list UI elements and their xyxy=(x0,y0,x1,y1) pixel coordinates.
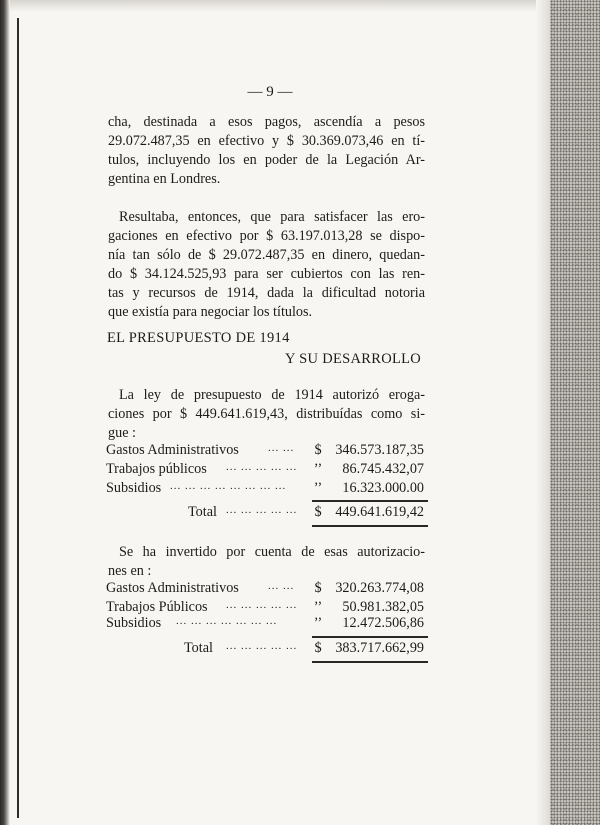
leader-dots: ... ... xyxy=(268,442,295,454)
table-row xyxy=(106,480,426,499)
currency-symbol: $ xyxy=(314,442,322,458)
row-amount: 320.263.774,08 xyxy=(335,580,424,596)
text-line: cha, destinada a esos pagos, ascendía a pesos xyxy=(108,114,425,130)
ditto-mark: ’’ xyxy=(313,461,323,477)
table-total-row xyxy=(106,504,426,523)
row-label: Gastos Administrativos xyxy=(106,580,239,596)
currency-symbol: $ xyxy=(314,640,322,656)
leader-dots: ... ... ... ... ... xyxy=(226,504,298,516)
table-row xyxy=(106,615,426,634)
text-line: nía tan sólo de $ 29.072.487,35 en dinero, quedan- xyxy=(108,247,425,263)
text-line: gaciones en efectivo por $ 63.197.013,28 se dispo- xyxy=(108,228,425,244)
total-amount: 449.641.619,42 xyxy=(335,504,424,520)
text-line: do $ 34.124.525,93 para ser cubiertos con las ren- xyxy=(108,266,425,282)
text-line: que existía para negociar los títulos. xyxy=(108,304,313,320)
scan-top-shadow xyxy=(0,0,600,12)
text-line: Se ha invertido por cuenta de esas autorizacio- xyxy=(119,544,425,560)
ditto-mark: ’’ xyxy=(313,599,323,615)
row-amount: 346.573.187,35 xyxy=(335,442,424,458)
row-amount: 12.472.506,86 xyxy=(342,615,424,631)
text-line: ciones por $ 449.641.619,43, distribuídas como si- xyxy=(108,406,425,422)
leader-dots: ... ... ... ... ... ... ... xyxy=(176,615,278,627)
text-line: Resultaba, entonces, que para satisfacer las ero- xyxy=(119,209,425,225)
text-line: La ley de presupuesto de 1914 autorizó eroga- xyxy=(119,387,425,403)
total-label: Total xyxy=(188,504,217,520)
row-amount: 16.323.000.00 xyxy=(342,480,424,496)
leader-dots: ... ... ... ... ... xyxy=(226,640,298,652)
total-label: Total xyxy=(184,640,213,656)
scan-right-shadow xyxy=(536,0,550,825)
paragraph-continuation xyxy=(108,113,425,189)
section-subheading: Y SU DESARROLLO xyxy=(285,351,422,367)
row-label: Subsidios xyxy=(106,615,162,631)
total-amount: 383.717.662,99 xyxy=(335,640,424,656)
text-line: nes en : xyxy=(108,563,152,579)
page-number: — 9 — xyxy=(247,84,293,100)
text-line: gue : xyxy=(108,425,136,441)
total-underline xyxy=(312,661,428,663)
row-label: Subsidios xyxy=(106,480,162,496)
scan-halftone-edge xyxy=(550,0,600,825)
invested-expenses-table xyxy=(106,580,426,659)
text-line: gentina en Londres. xyxy=(108,171,221,187)
authorized-expenses-table xyxy=(106,442,426,523)
leader-dots: ... ... xyxy=(268,580,295,592)
text-line: tulos, incluyendo los en poder de la Legación Ar- xyxy=(108,152,425,168)
table-row xyxy=(106,599,426,615)
text-line: tas y recursos de 1914, dada la dificultad notoria xyxy=(108,285,425,301)
text-line: 29.072.487,35 en efectivo y $ 30.369.073,46 en tí- xyxy=(108,133,425,149)
row-amount: 50.981.382,05 xyxy=(342,599,424,615)
currency-symbol: $ xyxy=(314,504,322,520)
ditto-mark: ’’ xyxy=(313,615,323,631)
ditto-mark: ’’ xyxy=(313,480,323,496)
paragraph-resultaba xyxy=(108,208,425,322)
paragraph-ley-presupuesto xyxy=(108,386,425,443)
paragraph-invertido xyxy=(108,543,425,581)
leader-dots: ... ... ... ... ... xyxy=(226,599,298,611)
scan-page-edge-line xyxy=(17,18,19,818)
total-rule xyxy=(312,636,428,638)
total-underline xyxy=(312,525,428,527)
table-total-row xyxy=(106,640,426,659)
table-row xyxy=(106,442,426,461)
row-label: Trabajos Públicos xyxy=(106,599,208,615)
leader-dots: ... ... ... ... ... xyxy=(226,461,298,473)
section-heading: EL PRESUPUESTO DE 1914 xyxy=(107,330,290,346)
row-amount: 86.745.432,07 xyxy=(342,461,424,477)
scan-binding-edge xyxy=(0,0,10,825)
total-rule xyxy=(312,500,428,502)
currency-symbol: $ xyxy=(314,580,322,596)
table-row xyxy=(106,580,426,599)
table-row xyxy=(106,461,426,480)
leader-dots: ... ... ... ... ... ... ... ... xyxy=(170,480,287,492)
row-label: Gastos Administrativos xyxy=(106,442,239,458)
row-label: Trabajos públicos xyxy=(106,461,207,477)
